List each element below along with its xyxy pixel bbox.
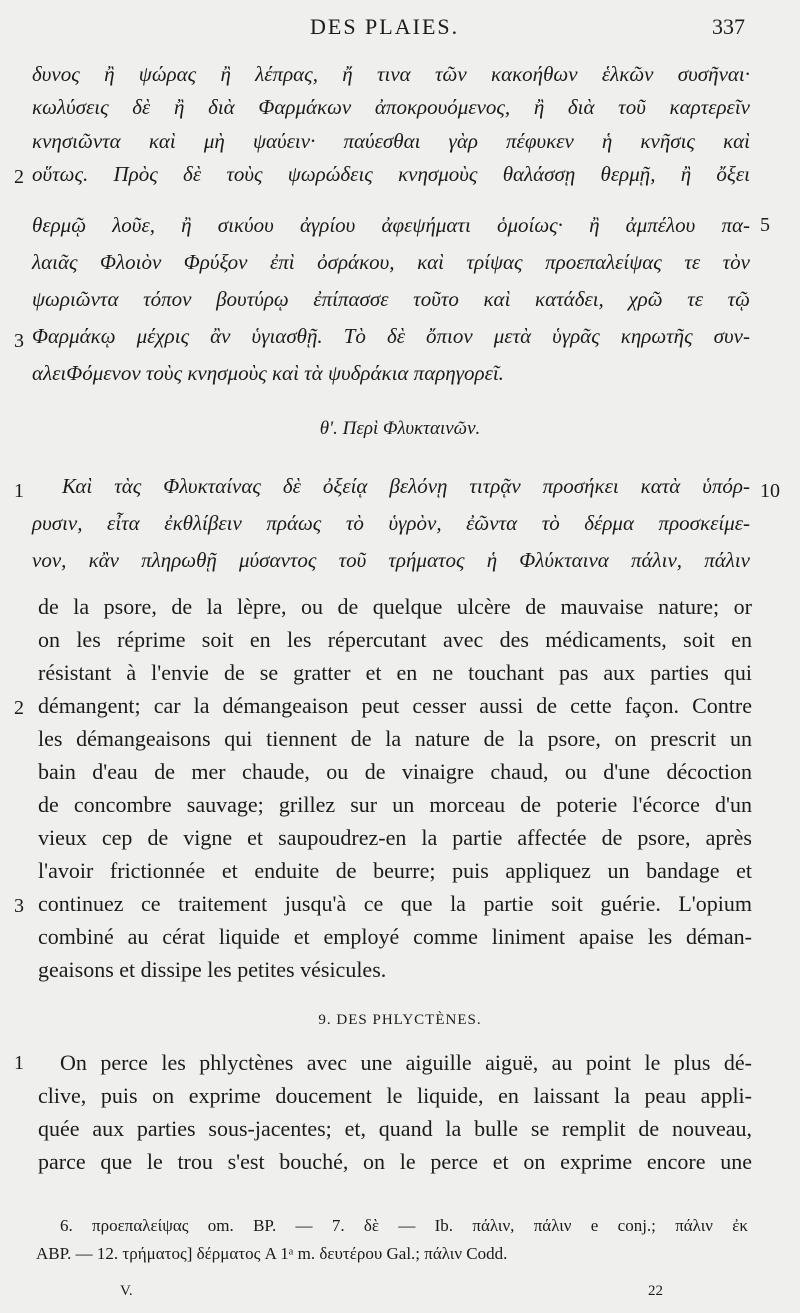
french-line: on les réprime soit en les répercutant avec des médicaments, soit en <box>38 627 752 652</box>
signature-mark: V. <box>120 1283 133 1299</box>
french-line: de concombre sauvage; grillez sur un morceau de poterie l'écorce d'un <box>38 792 752 817</box>
greek-line: λαιᾶς Φλοιὸν Φρύξον ἐπὶ ὀσράκου, καὶ τρίψας προεπαλείψας τε τὸν <box>32 250 750 274</box>
french-line: parce que le trou s'est bouché, on le perce et on exprime encore une <box>38 1149 752 1174</box>
french-line: quée aux parties sous-jacentes; et, quand la bulle se remplit de nouveau, <box>38 1116 752 1141</box>
greek-section-heading: θ'. Περὶ Φλυκταινῶν. <box>319 418 481 439</box>
greek-line: Φαρμάκῳ μέχρις ἂν ὑγιασθῇ. Τὸ δὲ ὄπιον μετὰ ὑγρᾶς κηρωτῆς συν- <box>32 324 750 348</box>
greek-line: κνησιῶντα καὶ μὴ ψαύειν· παύεσθαι γὰρ πέφυκεν ἡ κνῆσις καὶ <box>32 129 750 153</box>
french-line: combiné au cérat liquide et employé comme liniment apaise les déman- <box>38 924 752 949</box>
french-line: geaisons et dissipe les petites vésicules. <box>38 957 387 982</box>
french-line: clive, puis on exprime doucement le liquide, en laissant la peau appli- <box>38 1083 752 1108</box>
greek-line: νον, κἂν πληρωθῇ μύσαντος τοῦ τρήματος ἡ Φλύκταινα πάλιν, πάλιν <box>32 548 750 572</box>
greek-line: κωλύσεις δὲ ἢ διὰ Φαρμάκων ἀποκρουόμενος, ἢ διὰ τοῦ καρτερεῖν <box>32 95 750 119</box>
french-line: l'avoir frictionnée et enduite de beurre; puis appliquez un bandage et <box>38 858 752 883</box>
margin-number: 10 <box>760 480 780 502</box>
page-number: 337 <box>712 14 745 39</box>
french-line: On perce les phlyctènes avec une aiguille aiguë, au point le plus dé- <box>60 1050 752 1075</box>
french-line: résistant à l'envie de se gratter et en ne touchant pas aux parties qui <box>38 660 752 685</box>
greek-line: αλειΦόμενον τοὺς κνησμοὺς καὶ τὰ ψυδράκια παρηγορεῖ. <box>32 361 504 385</box>
french-section-heading: 9. DES PHLYCTÈNES. <box>318 1012 482 1028</box>
running-title: DES PLAIES. <box>310 14 460 39</box>
greek-line: θερμῷ λοῦε, ἢ σικύου ἀγρίου ἀφεψήματι ὁμοίως· ἢ ἀμπέλου πα- <box>32 213 750 237</box>
french-line: bain d'eau de mer chaude, ou de vinaigre chaud, ou d'une décoction <box>38 759 752 784</box>
margin-number: 5 <box>760 214 770 236</box>
margin-number: 3 <box>14 895 24 917</box>
french-line: de la psore, de la lèpre, ou de quelque ulcère de mauvaise nature; or <box>38 594 752 619</box>
french-line: continuez ce traitement jusqu'à ce que la partie soit guérie. L'opium <box>38 891 752 916</box>
sheet-number: 22 <box>648 1283 663 1299</box>
margin-number: 3 <box>14 330 24 352</box>
page-header <box>0 14 800 44</box>
greek-line: δυνος ἢ ψώρας ἢ λέπρας, ἤ τινα τῶν κακοήθων ἑλκῶν συσῆναι· <box>32 62 750 86</box>
french-line: vieux cep de vigne et saupoudrez-en la partie affectée de psore, après <box>38 825 752 850</box>
french-line: les démangeaisons qui tiennent de la nature de la psore, on prescrit un <box>38 726 752 751</box>
french-line: démangent; car la démangeaison peut cesser aussi de cette façon. Contre <box>38 693 752 718</box>
greek-line: Καὶ τὰς Φλυκταίνας δὲ ὀξείᾳ βελόνῃ τιτρᾷν προσήκει κατὰ ὑπόρ- <box>62 474 750 498</box>
margin-number: 2 <box>14 697 24 719</box>
footnote-line: ABP. — 12. τρήματος] δέρματος A 1ᵃ m. δευτέρου Gal.; πάλιν Codd. <box>36 1244 508 1263</box>
footnote-line: 6. προεπαλείψας om. BP. — 7. δὲ — Ib. πάλιν, πάλιν e conj.; πάλιν ἐκ <box>60 1216 748 1235</box>
greek-line: οὕτως. Πρὸς δὲ τοὺς ψωρώδεις κνησμοὺς θαλάσσῃ θερμῇ, ἢ ὄξει <box>32 162 750 186</box>
greek-line: ρυσιν, εἶτα ἐκθλίβειν πράως τὸ ὑγρὸν, ἐῶντα τὸ δέρμα προσκείμε- <box>32 511 750 535</box>
margin-number: 1 <box>14 480 24 502</box>
margin-number: 1 <box>14 1052 24 1074</box>
margin-number: 2 <box>14 166 24 188</box>
greek-line: ψωριῶντα τόπον βουτύρῳ ἐπίπασσε τοῦτο καὶ κατάδει, χρῶ τε τῷ <box>32 287 750 311</box>
